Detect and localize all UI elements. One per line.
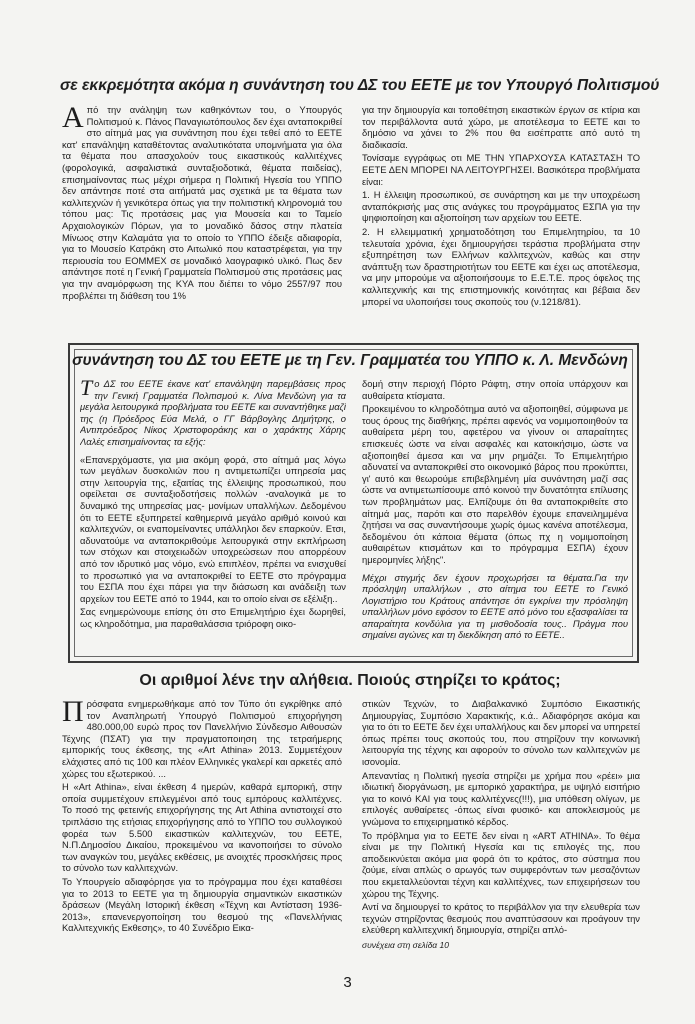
article3-left-column — [62, 698, 342, 962]
article3-right-column — [362, 698, 640, 962]
article3-right-p1: στικών Τεχνών, το Διαβαλκανικό Συμπόσιο Εικαστικής Δημιουργίας, Συμπόσιο Χαρακτικής, κ.ά.. Αδιαφόρησε ακόμα και για το ότι το ΕΕΤΕ δεν έχει υπαλλήλους και δεν μπορεί να υπηρετεί όπως πρέπει τους σκοπούς του, που στηρίζουν την κοινωνική λειτουργία της τέχνης και αφορούν το σύνολο των καλλιτεχνών με ισονομία. — [362, 698, 640, 767]
article2-quote: «Επανερχόμαστε, για μια ακόμη φορά, στο αίτημά μας λόγω των μεγάλων δυσκολιών που η αντιμετωπίζει υπηρεσία μας στην λειτουργία της, εξαιτίας της έλλειψης προσωπικού, που οφείλεται σε συνταξιοδοτήσεις πολλών -αναλογικά με το δυναμικό της υπηρεσίας μας- μονίμων υπαλλήλων. Δεδομένου ότι το ΕΕΤΕ εξυπηρετεί καθημερινά μεγάλο αριθμό κοινού και καλλιτεχνών, οι εναπομείναντες υπάλληλοι δεν επαρκούν. Ετσι, αδυνατούμε να ανταποκριθούμε λειτουργικά στην εκπλήρωση των στόχων και στοιχειωδών υποχρεώσεων που απορρέουν από τον ιδρυτικό μας νόμο, ενώ επιπλέον, πρέπει να ενισχυθεί το προσωπικό για να ανταποκριθεί το ΕΕΤΕ στο πρόγραμμα του ΕΣΠΑ που έχει πάρει για την διάσωση και ανάδειξη των αρχείων του ΕΕΤΕ από το 1944, και το οποίο είναι σε εξέλιξη.. — [80, 453, 346, 604]
article3-right-p2: Απεναντίας η Πολιτική ηγεσία στηρίζει με χρήμα που «ρέει» μια ιδιωτική διοργάνωση, με εμπορικό χαρακτήρα, με υψηλό εισιτήριο για το κοινό ΚΑΙ για τους καλλιτέχνες(!!!), μια υπόθεση ολίγων, με επιλογές αυθαίρετες -όπως είναι φυσικό- και αποκλεισμούς με γνώμονα το επιχειρηματικό κέρδος. — [362, 769, 640, 827]
article1-right-column — [362, 104, 640, 332]
article2-right-p2: Προκειμένου το κληροδότημα αυτό να αξιοποιηθεί, σύμφωνα με τους όρους της διαθήκης, πρέπει αφενός να νομιμοποιηθούν τα αυθαίρετα μέρη του, αφετέρου να γίνουν οι απαραίτητες επισκευές ώστε να είναι ασφαλές και κατοικήσιμο, ώστε να αξιοποιηθεί άμεσα και να μην ρημάζει. Το Επιμελητήριο αδυνατεί να ανταποκριθεί στο οικονομικό βάρος που προκύπτει, γι' αυτό και θεωρούμε επιβεβλημένη μία συνάντηση μαζί σας ώστε να αντιμετωπίσουμε από κοινού την δυνατότητα επίλυσης των προβλημάτων μας. Ελπίζουμε ότι θα ανταποκριθείτε στο αίτημά μας, παρότι και στο παρελθόν έχουμε επανειλημμένα ζητήσει να σας συναντήσουμε χωρίς όμως κανένα αποτέλεσμα, δεδομένου ότι κάποια θέματα (όπως πχ η νομιμοποίηση αυθαιρέτων κτισμάτων και το πρόγραμμα ΕΣΠΑ) έχουν ημερομηνίες λήξης". — [362, 403, 628, 565]
article1-title: σε εκκρεμότητα ακόμα η συνάντηση του ΔΣ του ΕΕΤΕ με τον Υπουργό Πολιτισμού — [60, 77, 660, 94]
article3-left-p1-text: ρόσφατα ενημερωθήκαμε από τον Τύπο ότι εγκρίθηκε από τον Αναπληρωτή Υπουργό Πολιτισμού επιχορήγηση 480.000,00 ευρώ προς τον Πανελλήνιο Σύνδεσμο Αιθουσών Τέχνης (ΠΣΑΤ) για την πραγματοποιηση της τετραήμερης εμπορικής τους έκθεσης, της «Art Athina» 2013. Συμμετέχουν ελάχιστες από τις 100 και πλέον Ελληνικές γκαλερί και αρκετές από χώρες του εξωτερικού. ... — [62, 698, 342, 779]
article1-left-paragraph — [62, 104, 342, 301]
article1-right-p4: 2. Η ελλειμματική χρηματοδότηση του Επιμελητηρίου, τα 10 τελευταία χρόνια, έχει δημιουργήσει τεράστια προβλήματα στην εξυπηρέτηση των Ελλήνων καλλιτεχνών, καθώς και στην ανάπτυξη των δραστηριοτήτων του ΕΕΤΕ και έχει ως αποτέλεσμα, να μην μπορούμε να αξιοποιήσουμε το Ε.Ε.Τ.Ε. προς όφελος της καλλιτεχνικής και της επιστημονικής κοινότητας και βέβαια δεν μπορεί να υλοποιήσει τους σκοπούς του (ν.1218/81). — [362, 225, 640, 307]
article2-intro — [80, 378, 346, 448]
article2-right-p3: Μέχρι στιγμής δεν έχουν προχωρήσει τα θέματα.Για την πρόσληψη υπαλλήλων , στο αίτημα του ΕΕΤΕ το Γενικό Λογιστήριο του Κράτους απάντησε ότι εγκρίνει την πρόσληψη υπαλλήλων μόνο εφόσον το ΕΕΤΕ από μόνο του εξασφαλίσει τα απαραίτητα κονδύλια για τη μισθοδοσία τους.. Πράγμα που σημαίνει αγώνες και τη διεκδίκηση από το ΕΕΤΕ.. — [362, 571, 628, 641]
page-number: 3 — [343, 974, 352, 991]
article3-title: Οι αριθμοί λένε την αλήθεια. Ποιούς στηρίζει το κράτος; — [139, 672, 561, 689]
article2-left-column — [80, 378, 346, 654]
article2-quote2: Σας ενημερώνουμε επίσης ότι στο Επιμελητήριο έχει δωρηθεί, ως κληροδότημα, μια παραθαλάσσια τριόροφη οικο- — [80, 606, 346, 629]
article2-title: συνάντηση του ΔΣ του ΕΕΤΕ με τη Γεν. Γραμματέα του ΥΠΠΟ κ. Λ. Μενδώνη — [72, 352, 628, 369]
article1-left-column — [62, 104, 342, 332]
article1-left-text: πό την ανάληψη των καθηκόντων του, ο Υπουργός Πολιτισμού κ. Πάνος Παναγιωτόπουλος δεν έχει ανταποκριθεί στο αίτημά μας για συνάντηση που έχει τεθεί από το ΕΕΤΕ κατ' επανάληψη καταθέτοντας αναλυτικότατα υπομνήματα για όλα τα θέματα που απασχολούν τους εικαστικούς καλλιτέχνες (φορολογικά, ασφαλιστικά συνταξιοδοτικά, θέματα παιδείας), επισημαίνοντας πως μέχρι σήμερα η Πολιτική Ηγεσία του ΥΠΠΟ δεν απάντησε ποτέ στα αιτήματά μας σχετικά με τα θέματα των καλλιτεχνών ή γενικότερα όπως για την πολιτιστική κληρονομιά του τόπου μας: Τις προτάσεις μας για Μουσεία και το Ταμείο Αρχαιολογικών Πόρων, για το μοναδικό δάσος στην πλατεία Μίνωος στην Καλαμάτα για το οποίο το ΥΠΠΟ έδειξε αδιαφορία, για το Μουσείο Κατράκη στο Αιτωλικό που καταστρέφεται, για την περιουσία του ΕΟΜΜΕΧ σε μοναδικό λαογραφικό υλικό. Πως δεν απάντησε ποτέ η Γενική Γραμματεία Πολιτισμού στις προτάσεις μας για την αναμόρφωση της ΚΥΑ που διέπει το νόμο 2557/97 που προβλέπει τη διάθεση του 1% — [62, 104, 342, 301]
article2-dropcap: Τ — [80, 378, 93, 400]
article3-left-p2: Η «Art Athina», είναι έκθεση 4 ημερών, καθαρά εμπορική, στην οποία συμμετέχουν επιλεγμένοι από τους εμπόρους καλλιτέχνες. Το ποσό της φετεινής επιχορήγησης της Art Athina αντιστοιχεί στο τριπλάσιο της ετήσιας επιχορήγησης από το ΥΠΠΟ του συλλογικού φορέα των 5.500 εικαστικών καλλιτεχνών, του ΕΕΤΕ, Ν.Π.Δημοσίου Δικαίου, προκειμένου να ικανοποιήσει το σύνολο των αναγκών του, μεγάλες εκθέσεις, με ανοιχτές προσκλήσεις προς το σύνολο των καλλιτεχνών. — [62, 781, 342, 874]
article3-left-p1 — [62, 698, 342, 779]
article1-right-p3: 1. Η έλλειψη προσωπικού, σε συνάρτηση και με την υποχρέωση ανταπόκρισής μας στις ανάγκες του προγράμματος ΕΣΠΑ για την ψηφιοποίηση και αξιοποίηση των αρχείων του ΕΕΤΕ. — [362, 189, 640, 224]
article2-intro-text: ο ΔΣ του ΕΕΤΕ έκανε κατ' επανάληψη παρεμβάσεις προς την Γενική Γραμματέα Πολιτισμού κ. Λίνα Μενδώνη για τα μεγάλα λειτουργικά προβλήματα του ΕΕΤΕ και συναντήθηκε μαζί της (η Πρόεδρος Εύα Μελά, ο ΓΓ Βάρβογλης Δημήτρης, ο Αντιπρόεδρος Νίκος Χριστοφοράκης και ο χαράκτης Χάρης Λαλές επισημαίνοντας τα εξής: — [80, 378, 346, 447]
article1-right-p1: για την δημιουργία και τοποθέτηση εικαστικών έργων σε κτίρια και τον περιβάλλοντα αυτά χώρο, με αποτέλεσμα το ΕΕΤΕ και το δημόσιο να χάνει το 2% που θα εισέπραττε από αυτό τη διαδικασία. — [362, 104, 640, 150]
article3-dropcap: Π — [62, 698, 84, 728]
article3-left-p3: Το Υπουργείο αδιαφόρησε για το πρόγραμμα που έχει καταθέσει για το 2013 το ΕΕΤΕ για τη δημιουργία σημαντικών εικαστικών δράσεων (Μεγάλη Ιστορική έκθεση «Τέχνη και Αντίσταση 1936-2013», επανενεργοποίηση του θεσμού της «Πανελλήνιας Καλλιτεχνικής Εκθεσης», το 40 Συνέδριο Εικα- — [62, 875, 342, 934]
article2-right-p1: δομή στην περιοχή Πόρτο Ράφτη, στην οποία υπάρχουν και αυθαίρετα κτίσματα. — [362, 378, 628, 401]
article1-dropcap: Α — [62, 104, 84, 134]
article3-right-p4: Αντί να δημιουργεί το κράτος το περιβάλλον για την ελευθερία των τεχνών στηρίζοντας θεσμούς που αναπτύσσουν και προάγουν την ελεύθερη καλλιτεχνική δημιουργία, στηρίζει απλό- — [362, 901, 640, 936]
article2-right-column — [362, 378, 628, 654]
continued-note: συνέχεια στη σελίδα 10 — [362, 939, 449, 950]
article1-right-p2: Τονίσαμε εγγράφως οτι ΜΕ ΤΗΝ ΥΠΑΡΧΟΥΣΑ ΚΑΤΑΣΤΑΣΗ ΤΟ ΕΕΤΕ ΔΕΝ ΜΠΟΡΕΙ ΝΑ ΛΕΙΤΟΥΡΓΗΣΕΙ. Βασικότερα προβλήματα είναι: — [362, 152, 640, 187]
article3-right-p3: Το πρόβλημα για το ΕΕΤΕ δεν είναι η «ART ATHINA». Το θέμα είναι με την Πολιτική Ηγεσία και τις επιλογές της, που αποδεικνύεται ακόμα μια φορά ότι το κράτος, στο σύστημα που ζούμε, είναι απλώς ο αρωγός των συμφερόντων των μεσαζόντων που εκμεταλλεύονται τέχνη και καλλιτέχνες, των επιχειρήσεων του χώρου της Τέχνης. — [362, 829, 640, 899]
